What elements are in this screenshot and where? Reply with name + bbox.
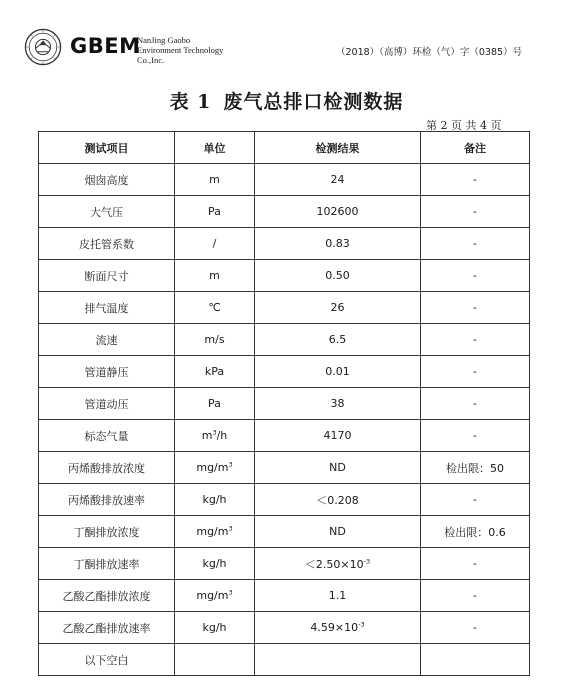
table-row [39,644,530,676]
cell-result [255,612,421,644]
table-title: 废气总排口检测数据 [223,91,404,113]
cell-item: 流速 [39,324,175,356]
cell-item: 排气温度 [39,292,175,324]
cell-remark: - [421,292,530,324]
company-seal-icon [24,28,62,66]
result-base: ＜2.50×10 [304,557,364,571]
column-header-remark: 备注 [421,132,530,164]
cell-result: 24 [255,164,421,196]
cell-item: 乙酸乙酯排放浓度 [39,580,175,612]
cell-unit: Pa [175,196,255,228]
cell-remark [421,644,530,676]
cell-remark: 检出限：0.6 [421,516,530,548]
cell-remark: - [421,420,530,452]
document-header [0,0,573,80]
unit-tail: /h [216,429,228,442]
unit-base: mg/m [196,525,229,538]
unit-base: mg/m [196,461,229,474]
column-header-item: 测试项目 [39,132,175,164]
table-header-row [39,132,530,164]
data-table [38,131,530,676]
unit-superscript: 3 [228,460,233,469]
cell-result: 26 [255,292,421,324]
cell-result: 4170 [255,420,421,452]
cell-remark: - [421,548,530,580]
table-row [39,420,530,452]
column-header-unit: 单位 [175,132,255,164]
cell-item: 丁酮排放浓度 [39,516,175,548]
result-base: 4.59×10 [310,621,359,634]
cell-item: 管道静压 [39,356,175,388]
cell-result: 38 [255,388,421,420]
cell-result [255,644,421,676]
company-name-line: NanJing Gaobo [137,35,191,45]
table-row [39,580,530,612]
cell-unit: m [175,260,255,292]
result-superscript: -3 [363,556,371,565]
cell-unit: ℃ [175,292,255,324]
cell-remark: - [421,164,530,196]
table-row [39,196,530,228]
cell-unit: kg/h [175,484,255,516]
table-row [39,452,530,484]
table-row [39,612,530,644]
cell-item: 以下空白 [39,644,175,676]
cell-remark: - [421,612,530,644]
cell-remark: - [421,356,530,388]
cell-result: ND [255,452,421,484]
cell-item: 烟囱高度 [39,164,175,196]
unit-superscript: 3 [228,588,233,597]
table-row [39,388,530,420]
cell-item: 乙酸乙酯排放速率 [39,612,175,644]
cell-unit: m [175,164,255,196]
cell-result: ND [255,516,421,548]
cell-item: 丁酮排放速率 [39,548,175,580]
cell-unit [175,580,255,612]
cell-unit: / [175,228,255,260]
cell-remark: - [421,324,530,356]
cell-unit [175,452,255,484]
unit-superscript: 3 [228,524,233,533]
unit-base: mg/m [196,589,229,602]
cell-remark: 检出限：50 [421,452,530,484]
cell-remark: - [421,228,530,260]
table-body [39,164,530,676]
column-header-result: 检测结果 [255,132,421,164]
cell-result: 0.83 [255,228,421,260]
table-row [39,548,530,580]
table-row [39,356,530,388]
cell-unit [175,644,255,676]
cell-item: 皮托管系数 [39,228,175,260]
cell-remark: - [421,260,530,292]
table-row [39,516,530,548]
cell-unit: m/s [175,324,255,356]
cell-item: 大气压 [39,196,175,228]
table-row [39,484,530,516]
company-logo: GBEM [70,34,141,58]
cell-item: 断面尺寸 [39,260,175,292]
company-name-line: Environment Technology [137,45,224,55]
table-row [39,292,530,324]
cell-unit: kg/h [175,612,255,644]
page-title [0,87,573,114]
cell-unit: kPa [175,356,255,388]
cell-unit [175,516,255,548]
cell-result: 6.5 [255,324,421,356]
cell-result: ＜0.208 [255,484,421,516]
cell-result [255,548,421,580]
cell-result: 1.1 [255,580,421,612]
cell-item: 丙烯酸排放浓度 [39,452,175,484]
cell-remark: - [421,196,530,228]
report-number: （2018）（高博）环检（气）字（0385）号 [336,47,523,58]
cell-item: 管道动压 [39,388,175,420]
table-row [39,260,530,292]
company-name-line: Co.,Inc. [137,55,165,65]
table-row [39,324,530,356]
table-row [39,164,530,196]
company-name [137,35,223,65]
cell-result: 0.50 [255,260,421,292]
cell-remark: - [421,580,530,612]
cell-unit: kg/h [175,548,255,580]
unit-base: m [201,429,213,442]
page-indicator: 第 2 页 共 4 页 [426,119,502,132]
cell-result: 0.01 [255,356,421,388]
unit-superscript: 3 [212,428,217,437]
cell-unit: Pa [175,388,255,420]
result-superscript: -3 [358,620,365,629]
cell-item: 丙烯酸排放速率 [39,484,175,516]
table-row [39,228,530,260]
cell-remark: - [421,388,530,420]
cell-item: 标态气量 [39,420,175,452]
cell-result: 102600 [255,196,421,228]
cell-unit [175,420,255,452]
table-number: 表 1 [169,91,212,113]
cell-remark: - [421,484,530,516]
